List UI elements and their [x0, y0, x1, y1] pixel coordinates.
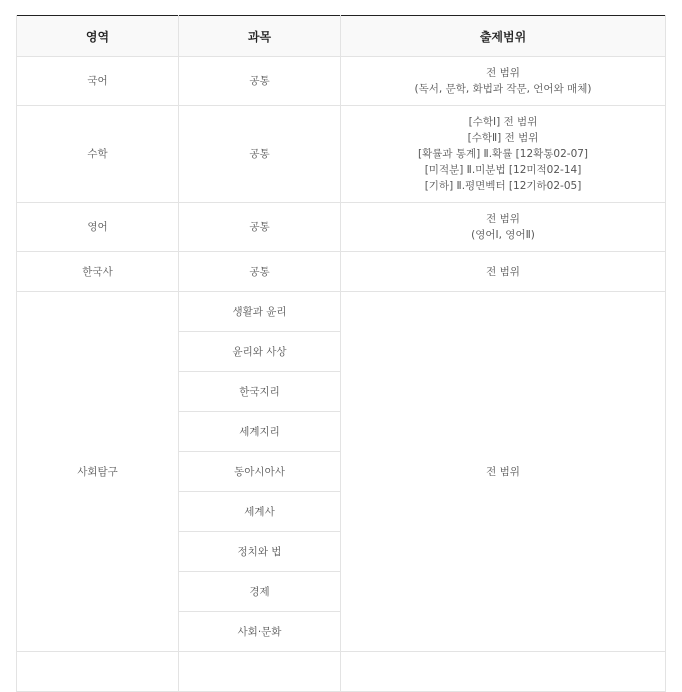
header-subject: 과목	[179, 16, 341, 57]
area-cell: 국어	[17, 57, 179, 106]
range-cell	[341, 106, 666, 203]
subject-cell: 공통	[179, 252, 341, 292]
range-line: (독서, 문학, 화법과 작문, 언어와 매체)	[414, 83, 592, 95]
subject-cell: 한국지리	[179, 372, 341, 412]
table-header-row	[17, 16, 666, 57]
subject-cell: 정치와 법	[179, 532, 341, 572]
range-cell	[341, 203, 666, 252]
subject-cell: 동아시아사	[179, 452, 341, 492]
area-cell: 사회탐구	[17, 292, 179, 652]
table-row-english	[17, 203, 666, 252]
subject-cell: 사회·문화	[179, 612, 341, 652]
table-row-korean	[17, 57, 666, 106]
exam-scope-table	[16, 15, 666, 692]
header-area: 영역	[17, 16, 179, 57]
range-cell	[341, 57, 666, 106]
subject-cell: 세계지리	[179, 412, 341, 452]
exam-scope-table-container	[16, 15, 665, 692]
range-cell	[341, 652, 666, 692]
area-cell: 영어	[17, 203, 179, 252]
range-line: [미적분] Ⅱ.미분법 [12미적02-14]	[424, 164, 582, 176]
subject-cell: 생활과 윤리	[179, 292, 341, 332]
subject-cell: 윤리와 사상	[179, 332, 341, 372]
range-cell: 전 범위	[341, 292, 666, 652]
subject-cell: 공통	[179, 57, 341, 106]
range-line: 전 범위	[486, 67, 520, 79]
range-line: 전 범위	[486, 213, 520, 225]
subject-cell: 공통	[179, 203, 341, 252]
header-range: 출제범위	[341, 16, 666, 57]
table-row-history	[17, 252, 666, 292]
subject-cell: 공통	[179, 106, 341, 203]
range-line: [수학Ⅰ] 전 범위	[468, 116, 538, 128]
area-cell: 한국사	[17, 252, 179, 292]
table-row-cutoff	[17, 652, 666, 692]
range-line: [수학Ⅱ] 전 범위	[467, 132, 539, 144]
range-cell: 전 범위	[341, 252, 666, 292]
area-cell	[17, 652, 179, 692]
subject-cell	[179, 652, 341, 692]
table-row-math	[17, 106, 666, 203]
subject-cell: 경제	[179, 572, 341, 612]
subject-cell: 세계사	[179, 492, 341, 532]
area-cell: 수학	[17, 106, 179, 203]
range-line: [확률과 통계] Ⅱ.확률 [12확통02-07]	[417, 148, 589, 160]
table-row-social	[17, 292, 666, 332]
range-line: [기하] Ⅱ.평면벡터 [12기하02-05]	[424, 180, 582, 192]
range-line: (영어Ⅰ, 영어Ⅱ)	[471, 229, 535, 241]
